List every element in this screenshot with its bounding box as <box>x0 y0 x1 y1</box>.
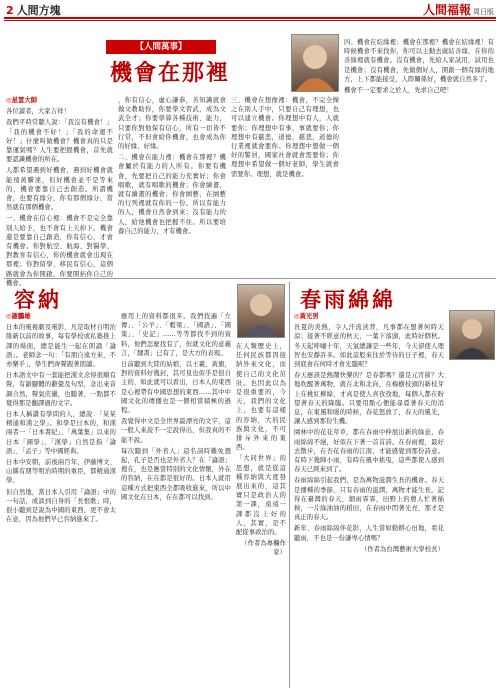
author-portrait <box>237 284 285 338</box>
paragraph: 每次聽到「外省人」這名詞時難免想起，孔子是否也是外省人？在「論語」裡在，也是應當特別的文化情懷，外在的容納，在在都是很好的。日本人就用這種方式把東西全都吸收進來，所以中國文化在日本，在在都可以找到。 <box>121 447 231 501</box>
paragraph: 日前聽到大陸的姑娘，以王羲、黃旗，對的資料好幾封，其可見也似乎是很自主的，如此就可以看出，日本人的東西是心裡帶有中國思想的東西……其中中國文化的傳播也是一個相當積極的過程。 <box>121 361 231 415</box>
article3-body <box>294 312 444 688</box>
article2-column-2 <box>121 312 231 688</box>
header-rule <box>4 17 496 19</box>
paragraph: ，你有信心，虛心謙恭，善知識就會做文教助你，你要學文習武，成為文武全才；你要學算各種技術、能力，只要你對他保有信心，所有一切皆不行常，不但會給你機會，也會成為你的好緣、好緣。 <box>118 97 226 151</box>
paragraph: 春雨綿綿引起我們，是為萬物滋潤生長的機會。春天是播種的季節，只有春雨的滋潤，萬物才能生長。記得在臺灣的春天，細雨霏霏，田野上的農人忙著插秧，一片綠油油的稻田，在春雨中閃著光亮，那才是真正的春天。 <box>294 477 444 522</box>
paragraph: 二、機會在能力裡：機會在那裡？機會屬於有能力的人所有。你要有機會，先要把自己的能力充實好；你會唱歌，就有唱歌的機會；你會繪畫，就有繪畫的機會；你會園藝，在園藝的行列裡就有你的一份。所以有能力的人，機會自然會到來；沒有能力的人，給他機會也把握不住。所以要培養自己的能力，才有機會。 <box>118 154 226 235</box>
paragraph: 在人類歷史上，任何民族都因接納外來文化，而使自己的文化茁壯。也因此以為是很重要的，今天，我們的文化上，也要有這樣的容納，大的民族與文化，不可排斥外來的東西。 <box>236 343 286 452</box>
paragraph: 日本中安朝，前後兩百年，伊藤博文、山縣有朋等明治時期的重臣，都精通漢學。 <box>6 459 116 485</box>
paragraph: 應用上的資料都很多。我們找遍「左傳」、「公羊」、「穀梁」、「國語」、「國策」、「史記」……等等都找不到的資料，他們怎麼找有了，但就文化的意義言，「隸書」已有了，是大方的表現。 <box>121 313 231 357</box>
article2-column-1 <box>6 312 116 688</box>
edition-label: 周日版 <box>473 8 494 16</box>
page-number: 2 <box>6 4 14 17</box>
paragraph: 日本語文中有一套能把漢文念得很順有聲，有韻腳體的辭彙及句型，念出來音調合然，聲氣莊嚴，也聽著，一點都不覺得那是翻譯過的文字。 <box>6 372 116 407</box>
paragraph: 日本的電視劇及電影，凡是取材自明治維新以前的故事，每有學校或私塾推上課的場面，總是能生一起在朗誦「論語」。老師念一句：「有朋自遠方來，不亦樂乎」，學生們齊聲跟著朗讀。 <box>6 324 116 369</box>
article-title: 容納 <box>14 287 62 312</box>
paragraph: 園林中的花花草草，都在春雨中伸展出新的綠意，春雨綿綿不絕，好似在下著一首首詩。在春雨裡，最好去散步，在杏花春雨的江南，才能感覺到那份詩意。有時下幾陣小雨，有時在風中搖曳，這些都使人感到春天已經來到了。 <box>294 429 444 474</box>
paragraph: 新年、春雨綿綿伴花影，人生當如勤耕心田地，看花聽雨，不也是一份謙卑心情嗎？ <box>294 525 444 542</box>
author-note: （作者為專欄作家） <box>241 540 286 557</box>
author-note: （作者為台灣藝術大學校長） <box>360 545 444 553</box>
author-byline: ◎黃光男 <box>294 313 319 320</box>
paragraph: 「大同世界」的思想，就是從這種容納與大度發展出來的，這其實只是政治人的第一課，遠遠一課都沒上好的人，其實，是不配從事政治的。 <box>236 455 286 537</box>
author-byline: ◎星雲大師 <box>6 97 38 104</box>
article2-column-3 <box>236 342 286 688</box>
paragraph: 人都希望遇到好機會，遇到好機會就能飛黃騰達，但好機會並不是等來的，機會要靠自己去創造。所謂機會，也要有緣分，你有那個緣分，當然就有那個機會。 <box>6 167 113 212</box>
author-portrait <box>291 34 339 92</box>
paragraph: 一、機會在信心裡：機會不是完全靠別人給予，也不會有上天掉下。機會還是要靠自己創造，你有信心，才會有機會。你對航空、航海、對醫學、對教育有信心，你的機會就會出現在那裡；你對留學、移民有信心，這個路就會為你開啟，你要開拓你自己的機會。 <box>6 215 113 287</box>
paper-name: 人間福報 <box>422 3 471 17</box>
author-portrait <box>449 310 495 360</box>
header-rule-thin <box>4 20 496 21</box>
page-header-left <box>6 2 61 18</box>
masthead <box>423 1 494 18</box>
author-byline: ◎謝鵬雄 <box>6 313 31 320</box>
section-name: 人間方塊 <box>16 4 61 17</box>
section-divider <box>4 278 496 279</box>
article-title: 機會在那裡 <box>109 60 230 86</box>
paragraph: 三、機會在想像裡：機會，不完全操之在別人手中，只要自己有理想，也可以建立機會。你理想中有人，人就要你；你理想中有事，事就要你；你理想中有慈悲，道德，慈悲，道德的行業裡就會要你。你理想中想做一個好的警員，國家社會就會需要你；你理想中希望做一個好老師，學生就會需要你。理想，就是機會。 <box>231 97 339 178</box>
paragraph: 我們平時常聽人說：「我沒有機會！」「我的機會不好！」「我的命運不好！」什麼叫做機會？機會真的只是靠運氣嗎？人生要把握機會，首先就要認識機會的所在。 <box>6 119 113 164</box>
paragraph: 但自然地，當日本人引用「論語」中的一句話，或談到自身的「長恨歌」時，很小聽到是說為中國的東西，更不會太在意，因為他們早已容納進來了。 <box>6 488 116 524</box>
column-divider <box>289 282 290 688</box>
article-title: 春雨綿綿 <box>300 287 396 312</box>
paragraph: 日本人稱讚有學問的人，總說：「某某精通和漢之學」。和學是日本的，和漢兩者一「日本書紀」、「萬葉集」以來的日本「國學」，「漢學」自然是指「論語」、「孟子」等中國經典。 <box>6 411 116 455</box>
paragraph: 長夏的炎熱，令人汗流浹背，凡事都在想著何時天涼；接著不經意的秋天，一葉下落頭，此時好個秋。冬天起呼嘯十年，天氣總讓是一些年，今天卻使人理智也安靜許多。如此這般來往於等待的日子裡，春天到底會在何時才會光臨呢？ <box>294 324 444 369</box>
paragraph: 各位讀者，大家吉祥！ <box>6 108 70 116</box>
column-badge: 【人間萬事】 <box>106 40 216 54</box>
paragraph: 春天應該是熱鬧快樂的？是春都嗎？還是元宵節？大地吹醒著萬物，就在北和北向，在梅樹枝頭的新枝芽上在桃紅柳綠，才真是使人喜孜孜地，每個人都在盼望著春天的降臨。只要用點心便能尋覓著春天的消息，在東風和暖的時候，春花怒放了，春天的風光，讓人感到那份生機。 <box>294 372 444 426</box>
paragraph: 四、機會在結緣裡：機會在那裡？機會在結緣裡！有時候機會不來找你，你可以主動去廣結善緣，在你的善緣裡就有機會。沒有機會，先給人家試用，試用也是機會；沒有機會，先做個好人，開創一個有緣的地方，上下都能接受，人際關係好，機會就自然多了。 <box>344 39 494 83</box>
paragraph: 機會不一定要求之於人，先求自己吧！ <box>344 87 453 95</box>
paragraph: 我覺得中文是全世界最漂亮的文字，這一般人來說不一定說得出，但我真的不能不說。 <box>121 418 231 444</box>
